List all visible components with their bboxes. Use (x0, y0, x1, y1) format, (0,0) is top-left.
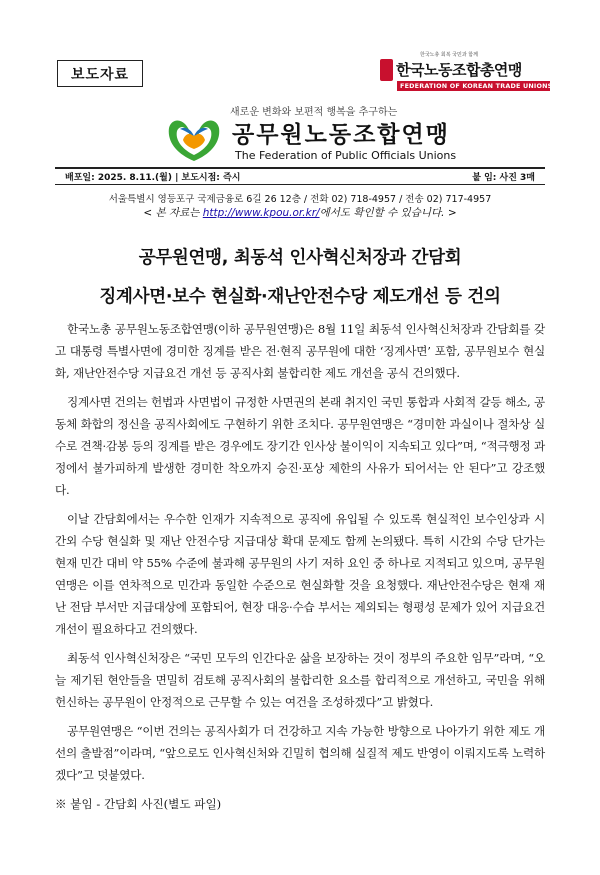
subheadline: 징계사면·보수 현실화·재난안전수당 제도개선 등 건의 (99, 287, 501, 307)
press-release-label (57, 60, 143, 87)
website-notice-prefix: < 본 자료는 (143, 207, 203, 219)
paragraph-1: 한국노총 공무원노동조합연맹(이하 공무원연맹)은 8월 11일 최동석 인사혁신처장과 간담회를 갖고 대통령 특별사면에 경미한 징계를 받은 전·현직 공무원에 대한 ‘징계사면’ 포함, 공무원보수 현실화, 재난안전수당 지급요건 개선 등 공직사회 불합리한 제도 개선을 공식 건의했다. (55, 322, 545, 380)
attachment-note: ※ 붙임 - 간담회 사진(별도 파일) (55, 797, 222, 811)
contact-address: 서울특별시 영등포구 국제금융로 6길 26 12층 / 전화 02) 718-4957 / 전송 02) 717-4957 (108, 194, 492, 205)
fpou-english-name: The Federation of Public Officials Unions (235, 149, 457, 162)
website-link[interactable]: http://www.kpou.or.kr/ (202, 207, 320, 219)
website-notice (0, 205, 600, 220)
paragraph-3: 이날 간담회에서는 우수한 인재가 지속적으로 공직에 유입될 수 있도록 현실적인 보수인상과 시간외 수당 현실화 및 재난 안전수당 지급대상 확대 문제도 함께 논의됐다. 특히 시간외 수당 단가는 현재 민간 대비 약 55% 수준에 불과해 공무원의 사기 저하 요인 중 하나로 지적되고 있으며, 공무원연맹은 이를 연차적으로 민간과 동일한 수준으로 현실화할 것을 요청했다. 재난안전수당은 현재 재난 전담 부서만 지급대상에 포함되어, 현장 대응·수습 부서는 제외되는 형평성 문제가 있어 지급요건 개선이 필요하다고 건의했다. (55, 512, 545, 636)
fkt-english-name: FEDERATION OF KOREAN TRADE UNIONS (397, 81, 550, 91)
fkt-emblem-icon (380, 59, 393, 81)
release-date-info: 배포일: 2025. 8.11.(월) | 보도시점: 즉시 (65, 173, 241, 183)
fkt-logo (380, 52, 553, 91)
paragraph-4: 최동석 인사혁신처장은 “국민 모두의 인간다운 삶을 보장하는 것이 정부의 주요한 임무”라며, “오늘 제기된 현안들을 면밀히 검토해 공직사회의 불합리한 요소를 합리적으로 개선하고, 국민을 위해 헌신하는 공무원이 안정적으로 근무할 수 있는 여건을 조성하겠다”고 밝혔다. (55, 651, 545, 709)
fpou-slogan: 새로운 변화와 보편적 행복을 추구하는 (230, 107, 398, 118)
headline: 공무원연맹, 최동석 인사혁신처장과 간담회 (138, 248, 462, 268)
distribution-info-bar (55, 167, 545, 185)
website-notice-suffix: 에서도 확인할 수 있습니다. > (319, 207, 457, 219)
fkt-name: 한국노동조합총연맹 (396, 61, 522, 79)
fpou-emblem-icon (163, 114, 225, 164)
paragraph-5: 공무원연맹은 “이번 건의는 공직사회가 더 건강하고 지속 가능한 방향으로 나아가기 위한 제도 개선의 출발점”이라며, “앞으로도 인사혁신처와 긴밀히 협의해 실질적 제도 반영이 이뤄지도록 노력하겠다”고 덧붙였다. (55, 724, 545, 782)
attachment-count-info: 붙 임: 사진 3매 (472, 173, 535, 183)
fkt-tagline: 한국노총 회복 국민과 함께 (420, 52, 478, 58)
paragraph-2: 징계사면 건의는 헌법과 사면법이 규정한 사면권의 본래 취지인 국민 통합과 사회적 갈등 해소, 공동체 화합의 정신을 공직사회에도 구현하기 위한 조치다. 공무원연맹은 “경미한 과실이나 절차상 실수로 견책·감봉 등의 징계를 받은 경우에도 장기간 인사상 불이익이 지속되고 있다”며, “적극행정 과정에서 불가피하게 발생한 경미한 착오까지 승진·포상 제한의 사유가 되어서는 안 된다”고 강조했다. (55, 395, 546, 497)
article-body (55, 318, 545, 815)
press-release-label-text: 보도자료 (70, 66, 130, 83)
fpou-name: 공무원노동조합연맹 (232, 122, 450, 148)
